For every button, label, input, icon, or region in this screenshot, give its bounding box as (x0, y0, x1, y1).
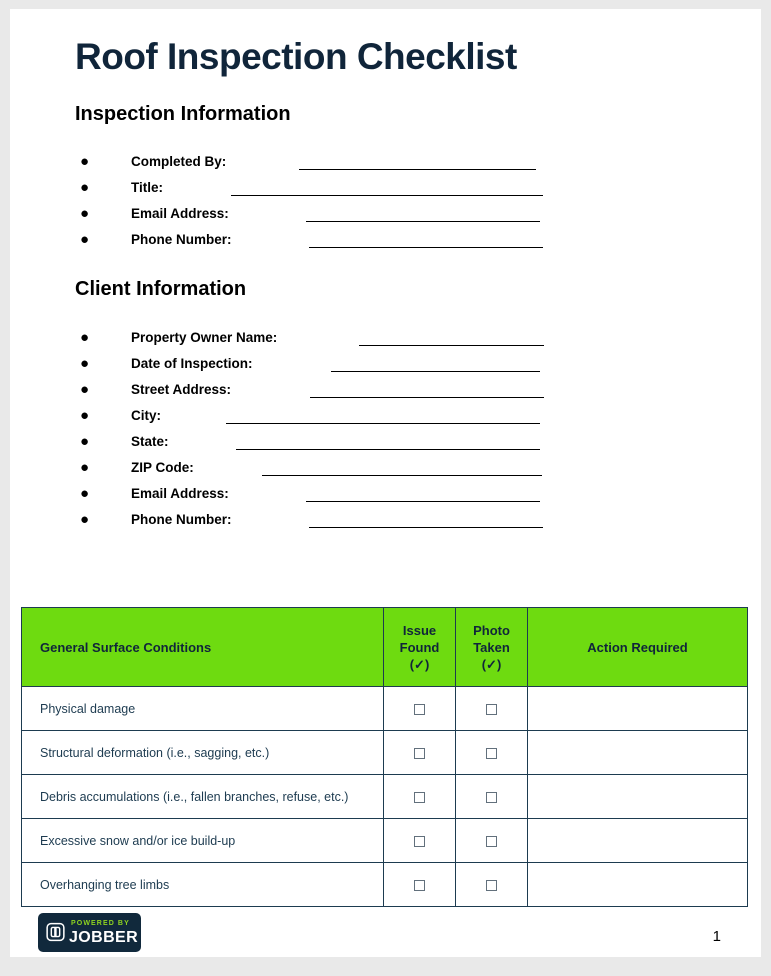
field-write-in-line[interactable] (359, 345, 544, 346)
field-write-in-line[interactable] (309, 527, 543, 528)
table-row (22, 819, 748, 863)
jobber-powered-by-text: POWERED BY (71, 920, 130, 927)
field-label: Phone Number: (131, 232, 232, 247)
jobber-brand-text: JOBBER (69, 929, 139, 946)
photo-taken-checkbox[interactable] (486, 880, 497, 891)
field-label: Title: (131, 180, 164, 195)
bullet-icon: ● (80, 433, 90, 450)
field-write-in-line[interactable] (262, 475, 542, 476)
bullet-icon: ● (80, 179, 90, 196)
cell-issue-found (384, 863, 456, 907)
cell-action-required[interactable] (528, 819, 748, 863)
table-header-row (22, 608, 748, 687)
cell-action-required[interactable] (528, 863, 748, 907)
checklist-table-body (22, 687, 748, 907)
field-label: ZIP Code: (131, 460, 194, 475)
cell-issue-found (384, 819, 456, 863)
column-header-action-required: Action Required (528, 608, 748, 687)
issue-found-checkbox[interactable] (414, 748, 425, 759)
photo-taken-check-mark: (✓) (481, 656, 502, 672)
checklist-table (21, 607, 748, 907)
issue-found-checkbox[interactable] (414, 704, 425, 715)
issue-found-checkbox[interactable] (414, 880, 425, 891)
cell-photo-taken (456, 775, 528, 819)
field-label: Date of Inspection: (131, 356, 253, 371)
bullet-icon: ● (80, 407, 90, 424)
jobber-powered-by-badge (38, 913, 141, 952)
cell-action-required[interactable] (528, 731, 748, 775)
cell-issue-found (384, 775, 456, 819)
issue-found-line-2: Found (399, 639, 440, 655)
field-label: Phone Number: (131, 512, 232, 527)
table-row (22, 863, 748, 907)
photo-taken-checkbox[interactable] (486, 836, 497, 847)
section-heading-inspection-information: Inspection Information (75, 103, 291, 125)
jobber-logo-icon (46, 922, 65, 942)
field-label: Email Address: (131, 486, 229, 501)
photo-taken-line-1: Photo (473, 622, 510, 638)
cell-condition: Excessive snow and/or ice build-up (22, 819, 384, 863)
bullet-icon: ● (80, 485, 90, 502)
field-write-in-line[interactable] (299, 169, 536, 170)
document-page (10, 9, 761, 957)
cell-condition: Overhanging tree limbs (22, 863, 384, 907)
field-write-in-line[interactable] (309, 247, 543, 248)
field-label: State: (131, 434, 169, 449)
cell-photo-taken (456, 819, 528, 863)
cell-photo-taken (456, 731, 528, 775)
photo-taken-line-2: Taken (473, 639, 510, 655)
field-label: Email Address: (131, 206, 229, 221)
bullet-icon: ● (80, 329, 90, 346)
checklist-table-head (22, 608, 748, 687)
issue-found-checkbox[interactable] (414, 836, 425, 847)
issue-found-checkbox[interactable] (414, 792, 425, 803)
cell-issue-found (384, 731, 456, 775)
issue-found-check-mark: (✓) (409, 656, 430, 672)
bullet-icon: ● (80, 205, 90, 222)
cell-action-required[interactable] (528, 775, 748, 819)
table-row (22, 775, 748, 819)
bullet-icon: ● (80, 153, 90, 170)
field-label: Property Owner Name: (131, 330, 278, 345)
cell-photo-taken (456, 687, 528, 731)
field-write-in-line[interactable] (331, 371, 540, 372)
photo-taken-checkbox[interactable] (486, 792, 497, 803)
issue-found-line-1: Issue (402, 622, 437, 638)
bullet-icon: ● (80, 459, 90, 476)
page-title: Roof Inspection Checklist (75, 36, 517, 77)
page-number: 1 (712, 928, 721, 945)
bullet-icon: ● (80, 381, 90, 398)
column-header-issue-found (384, 608, 456, 687)
photo-taken-checkbox[interactable] (486, 748, 497, 759)
cell-action-required[interactable] (528, 687, 748, 731)
field-write-in-line[interactable] (310, 397, 544, 398)
field-label: Street Address: (131, 382, 232, 397)
section-heading-client-information: Client Information (75, 278, 247, 300)
field-write-in-line[interactable] (226, 423, 540, 424)
cell-condition: Debris accumulations (i.e., fallen branches, refuse, etc.) (22, 775, 384, 819)
photo-taken-checkbox[interactable] (486, 704, 497, 715)
field-label: Completed By: (131, 154, 227, 169)
cell-photo-taken (456, 863, 528, 907)
field-write-in-line[interactable] (231, 195, 543, 196)
field-write-in-line[interactable] (306, 221, 540, 222)
cell-condition: Structural deformation (i.e., sagging, etc.) (22, 731, 384, 775)
field-write-in-line[interactable] (306, 501, 540, 502)
table-row (22, 687, 748, 731)
bullet-icon: ● (80, 355, 90, 372)
bullet-icon: ● (80, 231, 90, 248)
cell-condition: Physical damage (22, 687, 384, 731)
column-header-general-surface-conditions: General Surface Conditions (22, 608, 384, 687)
field-write-in-line[interactable] (236, 449, 540, 450)
table-row (22, 731, 748, 775)
bullet-icon: ● (80, 511, 90, 528)
cell-issue-found (384, 687, 456, 731)
column-header-photo-taken (456, 608, 528, 687)
field-label: City: (131, 408, 161, 423)
